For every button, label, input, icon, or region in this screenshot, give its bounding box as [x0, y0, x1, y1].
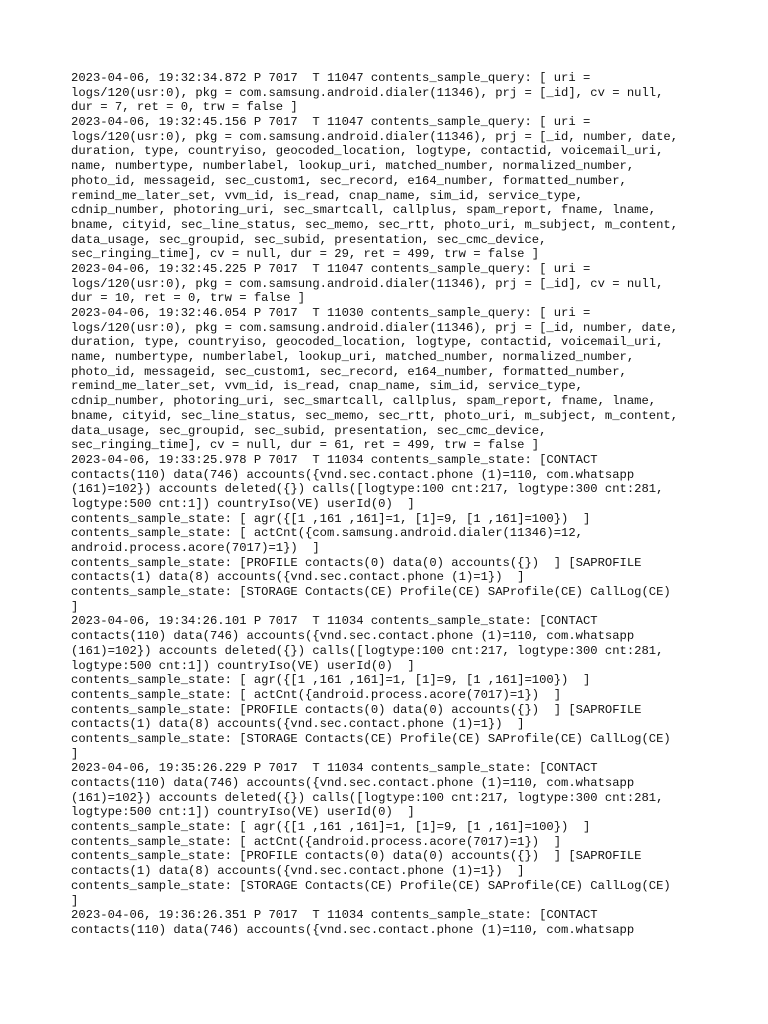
log-line: logs/120(usr:0), pkg = com.samsung.android.dialer(11346), prj = [_id], cv = null, [71, 276, 664, 291]
log-line: 2023-04-06, 19:36:26.351 P 7017 T 11034 contents_sample_state: [CONTACT [71, 908, 598, 923]
log-line: ] [71, 893, 79, 908]
log-line: cdnip_number, photoring_uri, sec_smartcall, callplus, spam_report, fname, lname, [71, 394, 657, 409]
log-line: bname, cityid, sec_line_status, sec_memo, sec_rtt, photo_uri, m_subject, m_content, [71, 217, 679, 232]
log-line: contacts(1) data(8) accounts({vnd.sec.contact.phone (1)=1}) ] [71, 717, 525, 732]
log-line: contents_sample_state: [PROFILE contacts(0) data(0) accounts({}) ] [SAPROFILE [71, 849, 642, 864]
log-line: 2023-04-06, 19:32:34.872 P 7017 T 11047 contents_sample_query: [ uri = [71, 71, 591, 85]
log-line: name, numbertype, numberlabel, lookup_uri, matched_number, normalized_number, [71, 350, 635, 365]
log-line: contents_sample_state: [ actCnt({android.process.acore(7017)=1}) ] [71, 834, 562, 849]
log-line: cdnip_number, photoring_uri, sec_smartcall, callplus, spam_report, fname, lname, [71, 203, 657, 218]
log-line: photo_id, messageid, sec_custom1, sec_record, e164_number, formatted_number, [71, 364, 627, 379]
log-line: contents_sample_state: [ agr({[1 ,161 ,161]=1, [1]=9, [1 ,161]=100}) ] [71, 820, 591, 835]
log-line: android.process.acore(7017)=1}) ] [71, 541, 320, 555]
log-line: ] [71, 599, 79, 614]
log-line: duration, type, countryiso, geocoded_location, logtype, contactid, voicemail_uri, [71, 335, 664, 350]
log-line: contacts(110) data(746) accounts({vnd.sec.contact.phone (1)=110, com.whatsapp [71, 776, 635, 790]
log-line: sec_ringing_time], cv = null, dur = 29, ret = 499, trw = false ] [71, 247, 540, 262]
log-line: contacts(110) data(746) accounts({vnd.sec.contact.phone (1)=110, com.whatsapp [71, 922, 635, 937]
log-line: contacts(1) data(8) accounts({vnd.sec.contact.phone (1)=1}) ] [71, 864, 525, 879]
log-document [71, 71, 731, 938]
log-line: contents_sample_state: [STORAGE Contacts(CE) Profile(CE) SAProfile(CE) CallLog(CE) [71, 585, 671, 600]
log-line: dur = 7, ret = 0, trw = false ] [71, 100, 298, 115]
log-line: name, numbertype, numberlabel, lookup_uri, matched_number, normalized_number, [71, 159, 635, 174]
log-line: contents_sample_state: [ actCnt({android.process.acore(7017)=1}) ] [71, 687, 562, 702]
log-line: logtype:500 cnt:1]) countryIso(VE) userId(0) ] [71, 805, 415, 820]
log-line: contents_sample_state: [ agr({[1 ,161 ,161]=1, [1]=9, [1 ,161]=100}) ] [71, 511, 591, 526]
log-line: logtype:500 cnt:1]) countryIso(VE) userId(0) ] [71, 658, 415, 673]
log-line: contents_sample_state: [PROFILE contacts(0) data(0) accounts({}) ] [SAPROFILE [71, 555, 642, 570]
log-line: (161)=102}) accounts deleted({}) calls([logtype:100 cnt:217, logtype:300 cnt:281, [71, 790, 664, 805]
log-line: contents_sample_state: [STORAGE Contacts(CE) Profile(CE) SAProfile(CE) CallLog(CE) [71, 731, 671, 746]
log-line: sec_ringing_time], cv = null, dur = 61, ret = 499, trw = false ] [71, 438, 540, 453]
log-line: 2023-04-06, 19:35:26.229 P 7017 T 11034 contents_sample_state: [CONTACT [71, 761, 598, 776]
log-line: photo_id, messageid, sec_custom1, sec_record, e164_number, formatted_number, [71, 173, 627, 188]
log-line: duration, type, countryiso, geocoded_location, logtype, contactid, voicemail_uri, [71, 144, 664, 159]
log-line: (161)=102}) accounts deleted({}) calls([logtype:100 cnt:217, logtype:300 cnt:281, [71, 482, 664, 497]
log-line: 2023-04-06, 19:32:45.156 P 7017 T 11047 contents_sample_query: [ uri = [71, 115, 591, 130]
log-line: logs/120(usr:0), pkg = com.samsung.android.dialer(11346), prj = [_id, number, date, [71, 129, 679, 144]
log-line: 2023-04-06, 19:33:25.978 P 7017 T 11034 contents_sample_state: [CONTACT [71, 452, 598, 467]
log-line: contents_sample_state: [PROFILE contacts(0) data(0) accounts({}) ] [SAPROFILE [71, 702, 642, 717]
log-line: logs/120(usr:0), pkg = com.samsung.android.dialer(11346), prj = [_id, number, date, [71, 320, 679, 335]
log-text-body [71, 71, 731, 938]
log-line: contacts(1) data(8) accounts({vnd.sec.contact.phone (1)=1}) ] [71, 570, 525, 585]
log-line: data_usage, sec_groupid, sec_subid, presentation, sec_cmc_device, [71, 232, 547, 247]
log-line: contents_sample_state: [ actCnt({com.samsung.android.dialer(11346)=12, [71, 526, 583, 541]
log-line: 2023-04-06, 19:34:26.101 P 7017 T 11034 contents_sample_state: [CONTACT [71, 614, 598, 629]
log-line: contacts(110) data(746) accounts({vnd.sec.contact.phone (1)=110, com.whatsapp [71, 467, 635, 482]
log-line: data_usage, sec_groupid, sec_subid, presentation, sec_cmc_device, [71, 423, 547, 438]
log-line: remind_me_later_set, vvm_id, is_read, cnap_name, sim_id, service_type, [71, 188, 583, 203]
log-line: bname, cityid, sec_line_status, sec_memo, sec_rtt, photo_uri, m_subject, m_content, [71, 408, 679, 423]
log-line: 2023-04-06, 19:32:46.054 P 7017 T 11030 contents_sample_query: [ uri = [71, 306, 591, 320]
log-line: 2023-04-06, 19:32:45.225 P 7017 T 11047 contents_sample_query: [ uri = [71, 261, 591, 276]
log-line: contents_sample_state: [ agr({[1 ,161 ,161]=1, [1]=9, [1 ,161]=100}) ] [71, 673, 591, 688]
log-line: contents_sample_state: [STORAGE Contacts(CE) Profile(CE) SAProfile(CE) CallLog(CE) [71, 878, 671, 893]
log-line: remind_me_later_set, vvm_id, is_read, cnap_name, sim_id, service_type, [71, 379, 583, 394]
log-line: (161)=102}) accounts deleted({}) calls([logtype:100 cnt:217, logtype:300 cnt:281, [71, 643, 664, 658]
log-line: ] [71, 746, 79, 761]
log-line: contacts(110) data(746) accounts({vnd.sec.contact.phone (1)=110, com.whatsapp [71, 629, 635, 644]
log-line: dur = 10, ret = 0, trw = false ] [71, 291, 306, 306]
log-line: logtype:500 cnt:1]) countryIso(VE) userId(0) ] [71, 496, 415, 511]
log-line: logs/120(usr:0), pkg = com.samsung.android.dialer(11346), prj = [_id], cv = null, [71, 85, 664, 100]
